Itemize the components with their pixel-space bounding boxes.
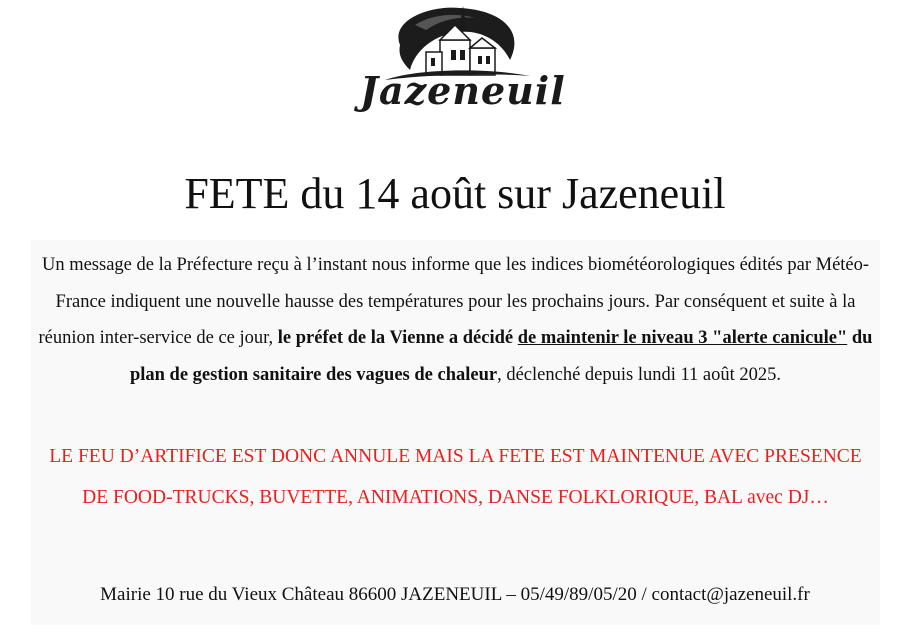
prefecture-message — [34, 247, 877, 393]
contact-footer: Mairie 10 rue du Vieux Château 86600 JAZENEUIL – 05/49/89/05/20 / contact@jazeneuil.fr — [100, 584, 810, 605]
logo-wordmark: Jazeneuil — [360, 68, 566, 113]
message-intro: Un message de la Préfecture reçu à l’instant nous informe que les indices biométéorologiques édités par Météo-France indiquent une nouvelle hausse des températures pour les prochains jours. Par conséquent et suite à la réunion inter-service de ce jour, — [38, 255, 870, 348]
message-prefect-decision: le préfet de la Vienne a décidé — [277, 328, 518, 348]
message-plan: du plan de gestion sanitaire des vagues de chaleur — [129, 328, 873, 385]
message-end: , déclenché depuis lundi 11 août 2025. — [497, 364, 782, 385]
jazeneuil-logo — [360, 0, 566, 135]
page-title: FETE du 14 août sur Jazeneuil — [184, 169, 726, 218]
cancellation-notice: LE FEU D’ARTIFICE EST DONC ANNULE MAIS LA FETE EST MAINTENUE AVEC PRESENCE DE FOOD-TRUCKS, BUVETTE, ANIMATIONS, DANSE FOLKLORIQUE, BAL avec DJ… — [49, 446, 862, 508]
message-alert-level: de maintenir le niveau 3 "alerte canicule" — [517, 328, 848, 348]
